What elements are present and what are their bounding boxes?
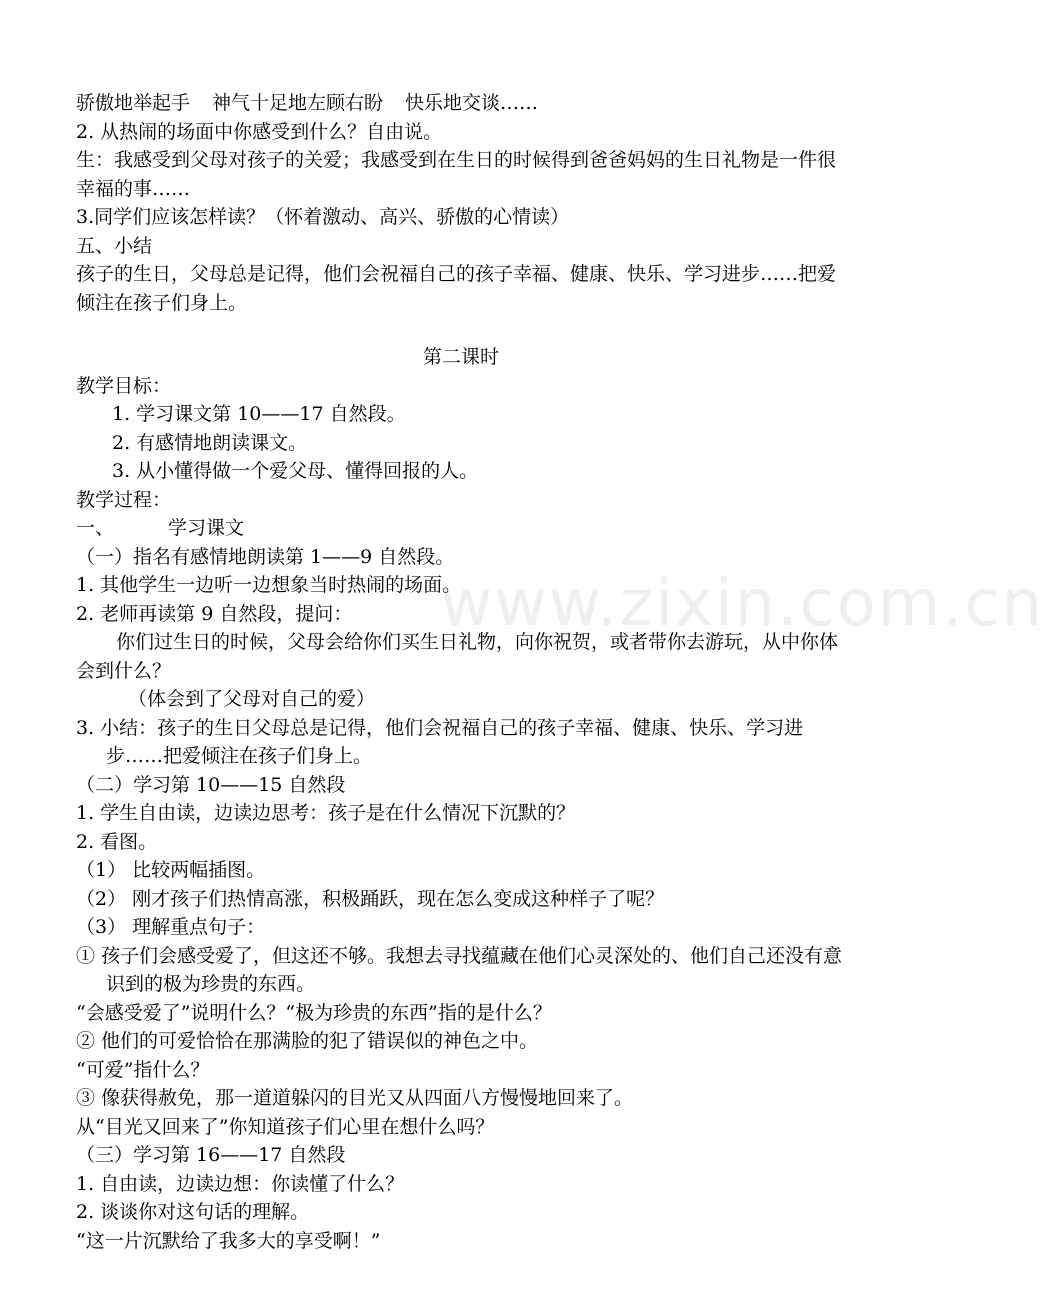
section-number: 一、 bbox=[76, 517, 115, 539]
text-line: 3.同学们应该怎样读？（怀着激动、高兴、骄傲的心情读） bbox=[76, 206, 570, 228]
paragraph: 生：我感受到父母对孩子的关爱；我感受到在生日的时候得到爸爸妈妈的生日礼物是一件很幸福的事…… bbox=[76, 149, 837, 200]
document-page bbox=[76, 89, 846, 1255]
text-line: （三）学习第 16——17 自然段 bbox=[76, 1144, 346, 1166]
phrase: 神气十足地左顾右盼 bbox=[212, 92, 384, 114]
paragraph: 孩子的生日，父母总是记得，他们会祝福自己的孩子幸福、健康、快乐、学习进步……把爱倾注在孩子们身上。 bbox=[76, 263, 837, 314]
text-line: （体会到了父母对自己的爱） bbox=[128, 688, 376, 710]
text-line: 2. 从热闹的场面中你感受到什么？自由说。 bbox=[76, 120, 443, 143]
text-line: 2. 看图。 bbox=[76, 830, 158, 853]
lesson-title: 第二课时 bbox=[422, 346, 499, 368]
text-line: “这一片沉默给了我多大的享受啊！” bbox=[76, 1229, 381, 1252]
text-line: ③ 像获得赦免，那一道道躲闪的目光又从四面八方慢慢地回来了。 bbox=[76, 1087, 634, 1109]
text-line: 1. 学生自由读，边读边思考：孩子是在什么情况下沉默的？ bbox=[76, 802, 576, 824]
text-line: （1） 比较两幅插图。 bbox=[76, 859, 266, 881]
text-line: “会感受爱了”说明什么？“极为珍贵的东西”指的是什么？ bbox=[76, 1001, 552, 1024]
paragraph: ① 孩子们会感受爱了，但这还不够。我想去寻找蕴藏在他们心灵深处的、他们自己还没有意识到的极为珍贵的东西。 bbox=[76, 944, 843, 995]
paragraph: 你们过生日的时候，父母会给你们买生日礼物，向你祝贺，或者带你去游玩，从中你体会到什么？ bbox=[76, 631, 839, 682]
text-line: （2） 刚才孩子们热情高涨，积极踊跃，现在怎么变成这种样子了呢？ bbox=[76, 887, 665, 910]
section-heading: 五、小结 bbox=[76, 234, 153, 257]
section-title: 学习课文 bbox=[168, 517, 245, 539]
text-line: （3） 理解重点句子： bbox=[76, 916, 266, 938]
section-heading bbox=[76, 514, 846, 543]
process-label: 教学过程： bbox=[76, 488, 172, 511]
text-line: 从“目光又回来了”你知道孩子们心里在想什么吗？ bbox=[76, 1115, 495, 1138]
spacer bbox=[76, 317, 846, 343]
text-line: 1. 自由读，边读边想：你读懂了什么？ bbox=[76, 1172, 405, 1195]
goal-item: 2. 有感情地朗读课文。 bbox=[112, 431, 308, 454]
phrase: 骄傲地举起手 bbox=[76, 92, 191, 114]
goals-label: 教学目标： bbox=[76, 374, 172, 397]
text-line: 2. 老师再读第 9 自然段，提问： bbox=[76, 602, 353, 625]
phrase: 快乐地交谈…… bbox=[405, 92, 539, 114]
paragraph: 3. 小结：孩子的生日父母总是记得，他们会祝福自己的孩子幸福、健康、快乐、学习进步……把爱倾注在孩子们身上。 bbox=[76, 716, 804, 767]
goal-item: 3. 从小懂得做一个爱父母、懂得回报的人。 bbox=[112, 460, 479, 482]
text-line: “可爱”指什么？ bbox=[76, 1058, 210, 1081]
text-line: ② 他们的可爱恰恰在那满脸的犯了错误似的神色之中。 bbox=[76, 1030, 539, 1052]
text-line: （一）指名有感情地朗读第 1——9 自然段。 bbox=[76, 545, 455, 568]
text-line: 1. 其他学生一边听一边想象当时热闹的场面。 bbox=[76, 574, 462, 596]
watermark-text: www.zixin.com.cn bbox=[440, 567, 1044, 641]
text-line: 2. 谈谈你对这句话的理解。 bbox=[76, 1201, 310, 1223]
text-line: （二）学习第 10——15 自然段 bbox=[76, 773, 346, 796]
text-line bbox=[76, 89, 846, 118]
goal-item: 1. 学习课文第 10——17 自然段。 bbox=[112, 403, 406, 425]
